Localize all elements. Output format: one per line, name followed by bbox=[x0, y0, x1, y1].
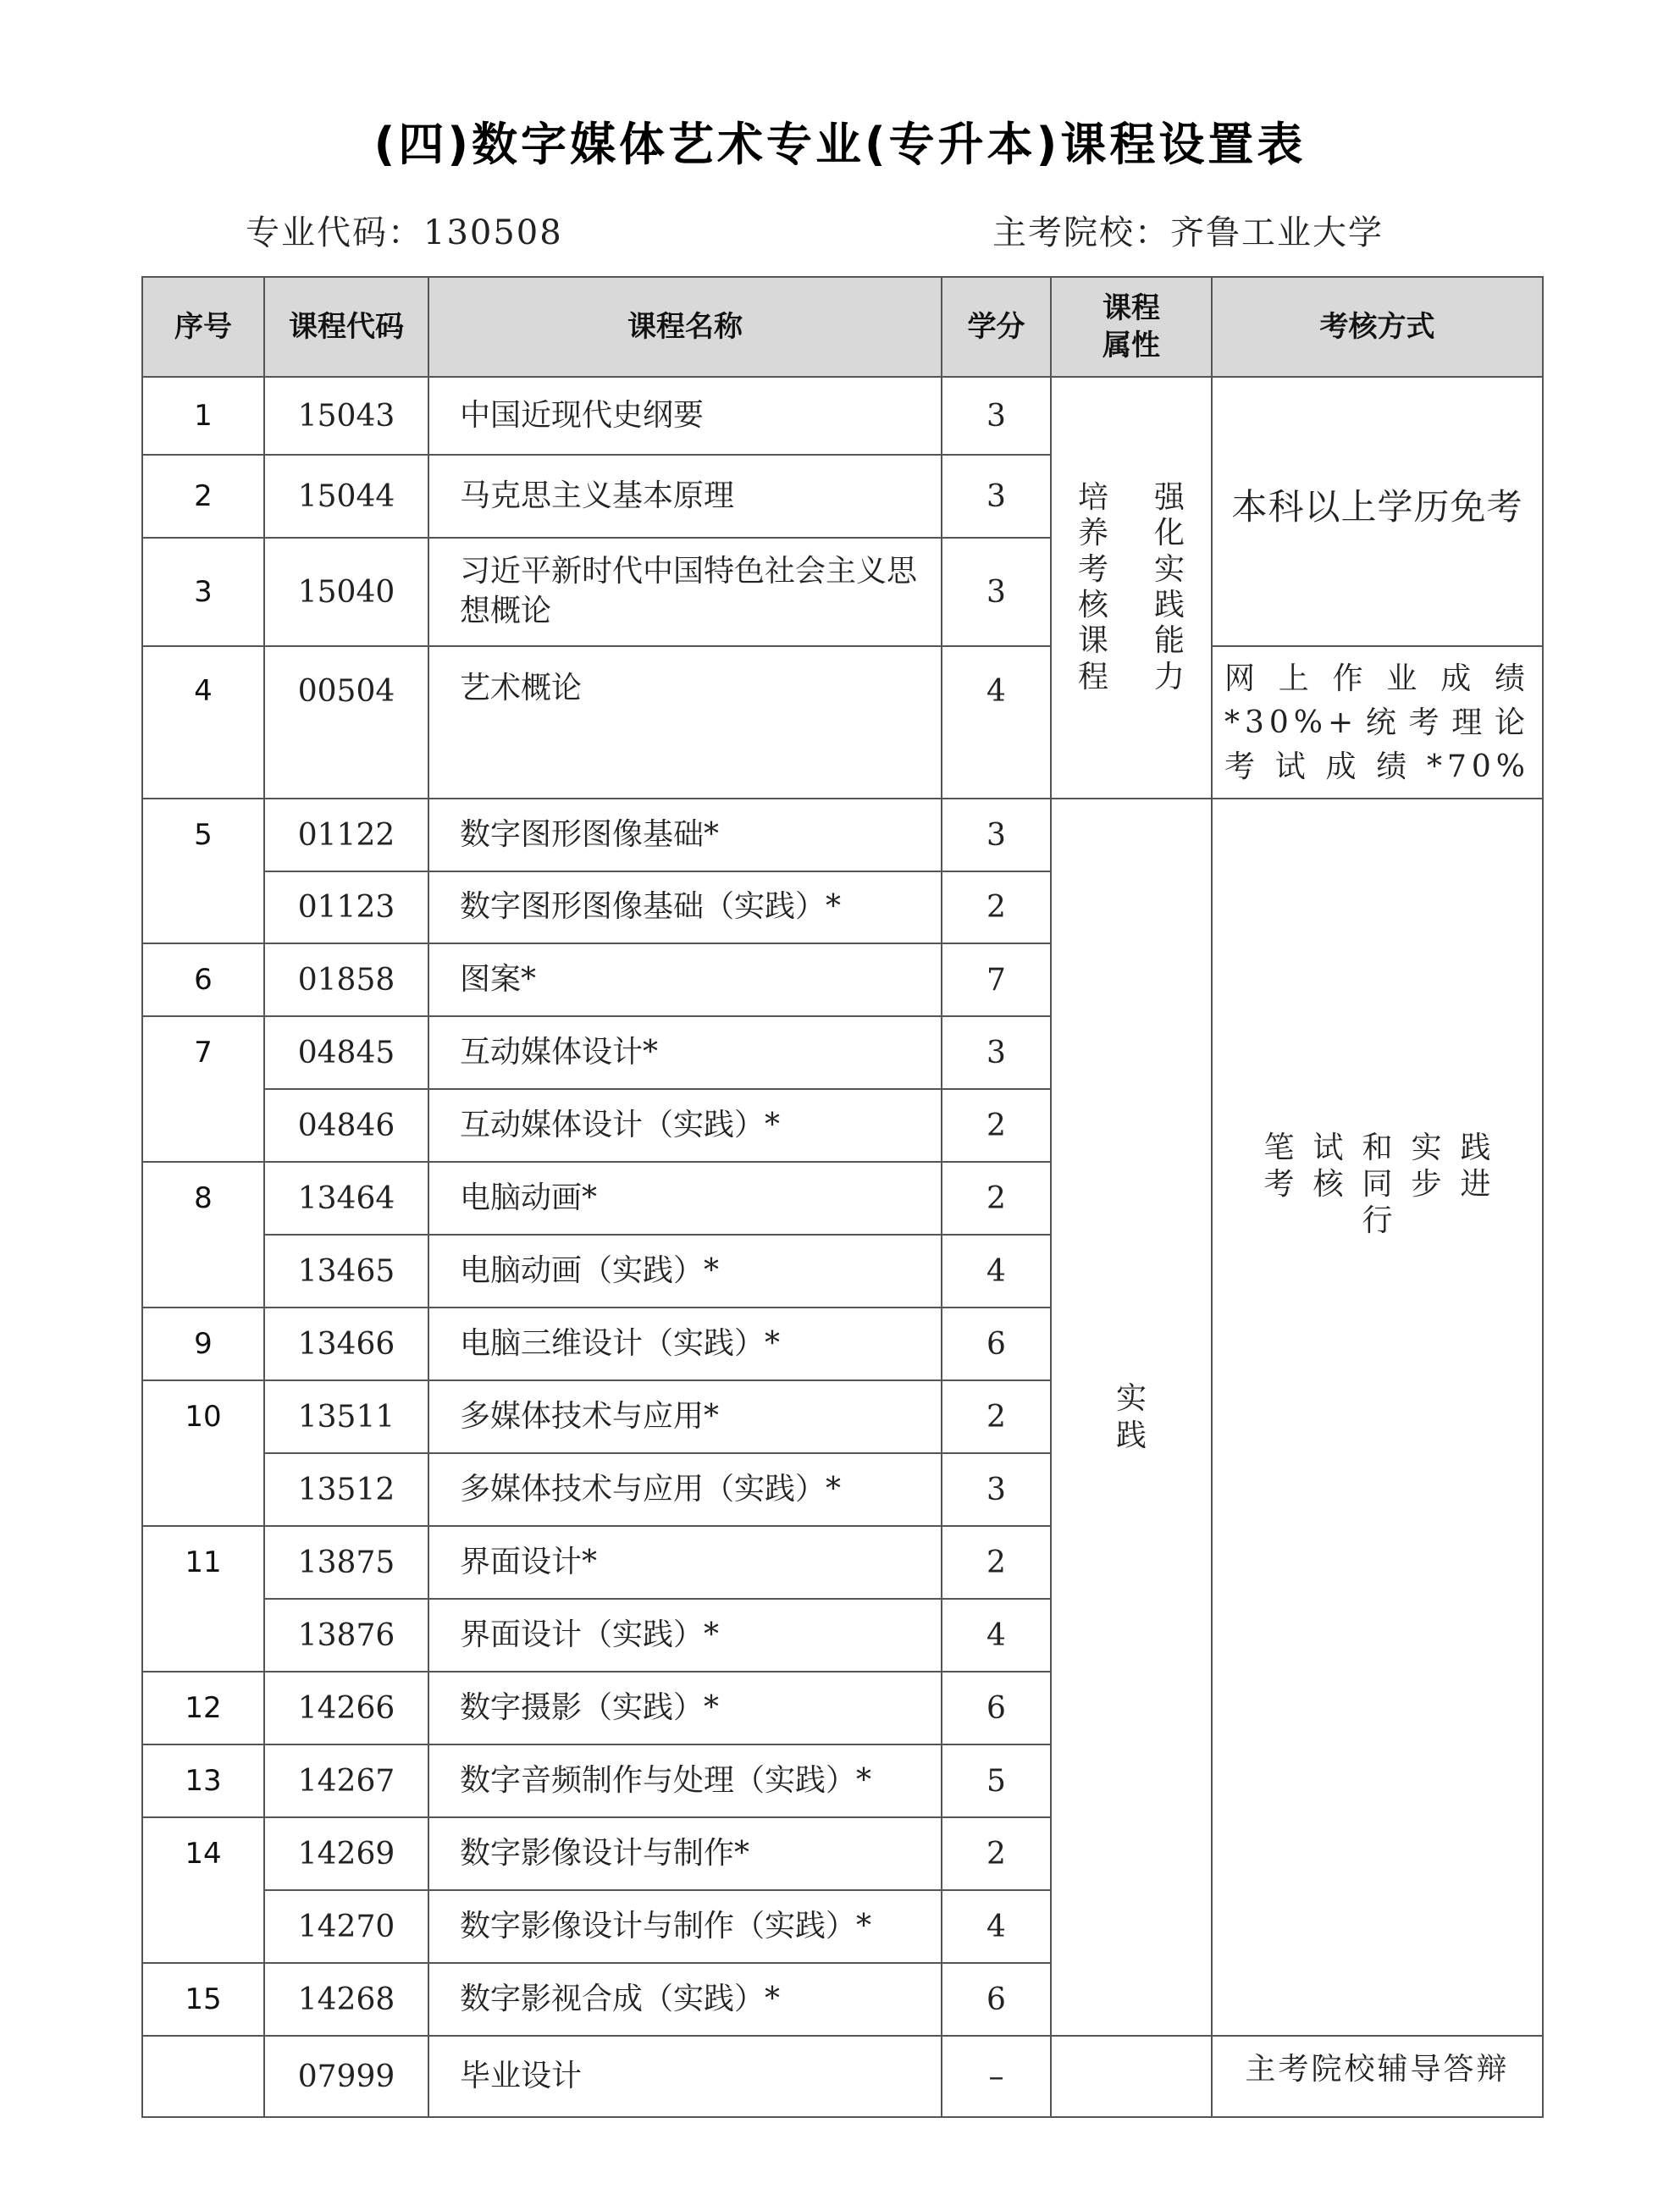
attribute-cell-practice bbox=[1051, 799, 1212, 2036]
exam-exempt: 本科以上学历免考 bbox=[1212, 377, 1543, 646]
row-code: 13466 bbox=[264, 1308, 428, 1380]
table-row bbox=[142, 2036, 1543, 2117]
exam-sync-cell bbox=[1212, 799, 1543, 2036]
row-name: 界面设计* bbox=[428, 1526, 942, 1599]
row-name: 习近平新时代中国特色社会主义思想概论 bbox=[428, 538, 942, 646]
header-attribute bbox=[1051, 277, 1212, 377]
row-no: 15 bbox=[142, 1963, 264, 2036]
major-code: 专业代码：130508 bbox=[246, 213, 563, 252]
row-no: 14 bbox=[142, 1817, 264, 1963]
row-credit: – bbox=[942, 2036, 1051, 2117]
header-attribute-line2: 属性 bbox=[1102, 329, 1160, 362]
row-credit: 4 bbox=[942, 1599, 1051, 1672]
row-name: 多媒体技术与应用* bbox=[428, 1380, 942, 1453]
row-credit: 3 bbox=[942, 455, 1051, 538]
row-credit: 4 bbox=[942, 646, 1051, 799]
row-no: 8 bbox=[142, 1162, 264, 1308]
row-code: 13464 bbox=[264, 1162, 428, 1235]
row-credit: 3 bbox=[942, 1016, 1051, 1089]
row-no: 10 bbox=[142, 1380, 264, 1526]
row-no bbox=[142, 2036, 264, 2117]
attribute-training-col-b: 强 化 实 践 能 力 bbox=[1154, 479, 1185, 694]
row-name: 数字图形图像基础（实践）* bbox=[428, 871, 942, 943]
row-code: 04846 bbox=[264, 1089, 428, 1162]
row-no: 7 bbox=[142, 1016, 264, 1162]
row-name: 马克思主义基本原理 bbox=[428, 455, 942, 538]
host-school: 主考院校：齐鲁工业大学 bbox=[992, 213, 1384, 252]
row-name: 电脑动画（实践）* bbox=[428, 1235, 942, 1308]
row-credit: 2 bbox=[942, 1089, 1051, 1162]
row-code: 13876 bbox=[264, 1599, 428, 1672]
row-credit: 5 bbox=[942, 1744, 1051, 1817]
row-code: 01122 bbox=[264, 799, 428, 871]
row-credit: 2 bbox=[942, 871, 1051, 943]
table-row bbox=[142, 799, 1543, 871]
document-title: (四)数字媒体艺术专业(专升本)课程设置表 bbox=[373, 118, 1307, 171]
row-credit: 2 bbox=[942, 1380, 1051, 1453]
row-name: 艺术概论 bbox=[428, 646, 942, 799]
attribute-cell-training bbox=[1051, 377, 1212, 799]
row-credit: 6 bbox=[942, 1672, 1051, 1744]
table-row bbox=[142, 646, 1543, 799]
row-credit: 7 bbox=[942, 943, 1051, 1016]
row-code: 14268 bbox=[264, 1963, 428, 2036]
row-no: 1 bbox=[142, 377, 264, 455]
header-credit: 学分 bbox=[942, 277, 1051, 377]
row-credit: 6 bbox=[942, 1963, 1051, 2036]
row-credit: 6 bbox=[942, 1308, 1051, 1380]
exam-defense: 主考院校辅导答辩 bbox=[1212, 2036, 1543, 2117]
header-exam: 考核方式 bbox=[1212, 277, 1543, 377]
row-name: 数字图形图像基础* bbox=[428, 799, 942, 871]
row-code: 14266 bbox=[264, 1672, 428, 1744]
row-code: 04845 bbox=[264, 1016, 428, 1089]
course-table bbox=[141, 276, 1544, 2118]
row-credit: 2 bbox=[942, 1162, 1051, 1235]
row-name: 互动媒体设计（实践）* bbox=[428, 1089, 942, 1162]
row-name: 数字摄影（实践）* bbox=[428, 1672, 942, 1744]
row-credit: 2 bbox=[942, 1526, 1051, 1599]
row-no: 5 bbox=[142, 799, 264, 943]
attribute-empty bbox=[1051, 2036, 1212, 2117]
row-code: 07999 bbox=[264, 2036, 428, 2117]
row-credit: 3 bbox=[942, 538, 1051, 646]
row-no: 2 bbox=[142, 455, 264, 538]
row-name: 毕业设计 bbox=[428, 2036, 942, 2117]
attribute-practice: 实 践 bbox=[1115, 1381, 1147, 1453]
row-code: 15044 bbox=[264, 455, 428, 538]
header-no: 序号 bbox=[142, 277, 264, 377]
table-header-row bbox=[142, 277, 1543, 377]
row-code: 13512 bbox=[264, 1453, 428, 1526]
row-credit: 3 bbox=[942, 1453, 1051, 1526]
row-credit: 3 bbox=[942, 377, 1051, 455]
row-code: 13875 bbox=[264, 1526, 428, 1599]
row-no: 3 bbox=[142, 538, 264, 646]
header-name: 课程名称 bbox=[428, 277, 942, 377]
row-code: 15043 bbox=[264, 377, 428, 455]
row-code: 00504 bbox=[264, 646, 428, 799]
row-code: 14269 bbox=[264, 1817, 428, 1890]
row-no: 13 bbox=[142, 1744, 264, 1817]
row-code: 01858 bbox=[264, 943, 428, 1016]
table-row bbox=[142, 377, 1543, 455]
row-code: 13511 bbox=[264, 1380, 428, 1453]
row-no: 9 bbox=[142, 1308, 264, 1380]
row-credit: 2 bbox=[942, 1817, 1051, 1890]
row-name: 电脑三维设计（实践）* bbox=[428, 1308, 942, 1380]
row-code: 14267 bbox=[264, 1744, 428, 1817]
row-name: 中国近现代史纲要 bbox=[428, 377, 942, 455]
row-credit: 3 bbox=[942, 799, 1051, 871]
row-credit: 4 bbox=[942, 1235, 1051, 1308]
row-code: 13465 bbox=[264, 1235, 428, 1308]
attribute-training-col-a: 培 养 考 核 课 程 bbox=[1077, 479, 1108, 694]
header-code: 课程代码 bbox=[264, 277, 428, 377]
row-name: 数字影像设计与制作* bbox=[428, 1817, 942, 1890]
row-no: 6 bbox=[142, 943, 264, 1016]
row-name: 数字影视合成（实践）* bbox=[428, 1963, 942, 2036]
row-no: 11 bbox=[142, 1526, 264, 1672]
row-code: 01123 bbox=[264, 871, 428, 943]
row-code: 14270 bbox=[264, 1890, 428, 1963]
row-name: 互动媒体设计* bbox=[428, 1016, 942, 1089]
row-name: 图案* bbox=[428, 943, 942, 1016]
exam-online: 网上作业成绩*30%+统考理论考试成绩*70% bbox=[1212, 646, 1543, 799]
exam-sync: 笔 考 试 核 和 同 行 实 步 践 进 bbox=[1263, 1131, 1491, 1239]
row-name: 数字音频制作与处理（实践）* bbox=[428, 1744, 942, 1817]
row-credit: 4 bbox=[942, 1890, 1051, 1963]
row-name: 数字影像设计与制作（实践）* bbox=[428, 1890, 942, 1963]
row-name: 电脑动画* bbox=[428, 1162, 942, 1235]
row-name: 界面设计（实践）* bbox=[428, 1599, 942, 1672]
row-code: 15040 bbox=[264, 538, 428, 646]
row-no: 12 bbox=[142, 1672, 264, 1744]
row-name: 多媒体技术与应用（实践）* bbox=[428, 1453, 942, 1526]
row-no: 4 bbox=[142, 646, 264, 799]
header-attribute-line1: 课程 bbox=[1102, 290, 1160, 325]
